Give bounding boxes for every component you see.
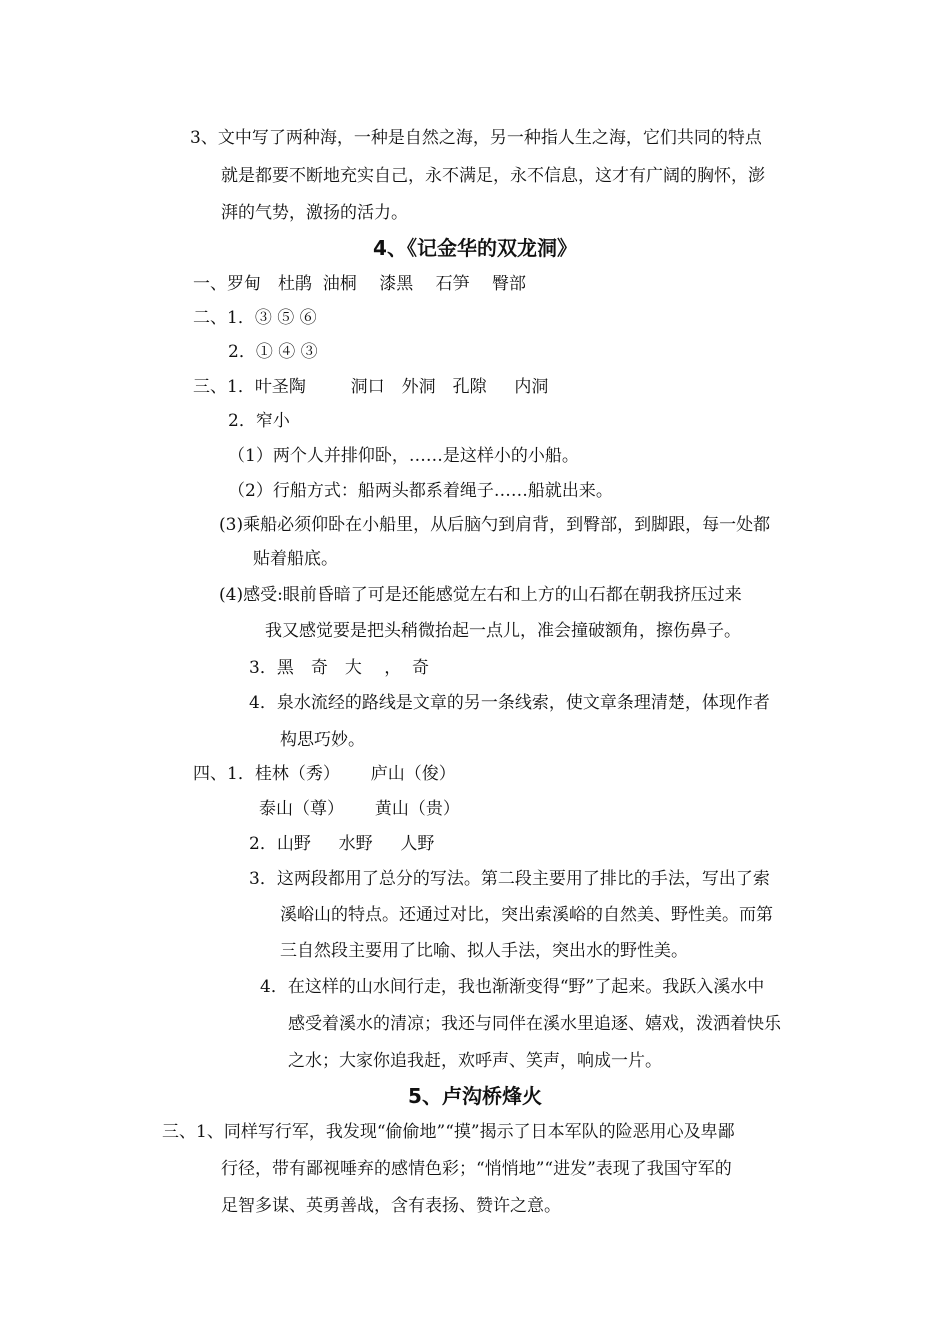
answer-line: 3．黑 奇 大 ， 奇 — [249, 658, 430, 678]
answer-line: (3)乘船必须仰卧在小船里，从后脑勺到肩背，到臀部，到脚跟，每一处都 — [219, 515, 771, 535]
answer-line: 行径，带有鄙视唾弃的感情色彩；“悄悄地”“进发”表现了我国守军的 — [221, 1159, 732, 1179]
answer-line: 2．山野 水野 人野 — [249, 834, 435, 854]
answer-line: 二、1．③ ⑤ ⑥ — [193, 308, 317, 328]
answer-line: 4．泉水流经的路线是文章的另一条线索，使文章条理清楚，体现作者 — [249, 693, 770, 713]
answer-line: 贴着船底。 — [253, 549, 338, 569]
answer-line: 感受着溪水的清凉；我还与同伴在溪水里追逐、嬉戏，泼洒着快乐 — [288, 1014, 781, 1034]
answer-line: 足智多谋、英勇善战，含有表扬、赞许之意。 — [221, 1196, 561, 1216]
answer-line: （1）两个人并排仰卧，……是这样小的小船。 — [228, 446, 579, 466]
answer-line: 构思巧妙。 — [280, 730, 365, 750]
answer-line: 湃的气势，激扬的活力。 — [221, 203, 408, 223]
lesson5-title: 5、卢沟桥烽火 — [408, 1084, 542, 1108]
answer-line: 三、1．叶圣陶 洞口 外洞 孔隙 内洞 — [193, 377, 549, 397]
answer-line: 就是都要不断地充实自己，永不满足，永不信息，这才有广阔的胸怀，澎 — [221, 166, 765, 186]
answer-line: (4)感受:眼前昏暗了可是还能感觉左右和上方的山石都在朝我挤压过来 — [219, 585, 742, 605]
answer-line: 4．在这样的山水间行走，我也渐渐变得“野”了起来。我跃入溪水中 — [260, 977, 765, 997]
answer-line: 之水；大家你追我赶，欢呼声、笑声，响成一片。 — [288, 1051, 662, 1071]
answer-line: 溪峪山的特点。还通过对比，突出索溪峪的自然美、野性美。而第 — [280, 905, 773, 925]
answer-line: 3．这两段都用了总分的写法。第二段主要用了排比的手法，写出了索 — [249, 869, 770, 889]
answer-line: 三、1、同样写行军，我发现“偷偷地”“摸”揭示了日本军队的险恶用心及卑鄙 — [162, 1122, 735, 1142]
answer-line: 一、罗甸 杜鹃 油桐 漆黑 石笋 臀部 — [193, 274, 527, 294]
answer-line: 我又感觉要是把头稍微抬起一点儿，准会撞破额角，擦伤鼻子。 — [265, 621, 741, 641]
answer-line: 四、1．桂林（秀） 庐山（俊） — [193, 764, 456, 784]
answer-line: 三自然段主要用了比喻、拟人手法，突出水的野性美。 — [280, 941, 688, 961]
lesson4-title: 4、《记金华的双龙洞》 — [373, 236, 577, 260]
answer-line: 泰山（尊） 黄山（贵） — [259, 799, 460, 819]
answer-line: （2）行船方式：船两头都系着绳子……船就出来。 — [228, 481, 613, 501]
answer-line: 2．窄小 — [228, 411, 290, 431]
answer-line: 3、文中写了两种海，一种是自然之海，另一种指人生之海，它们共同的特点 — [190, 128, 762, 148]
answer-line: 2．① ④ ③ — [228, 342, 318, 362]
